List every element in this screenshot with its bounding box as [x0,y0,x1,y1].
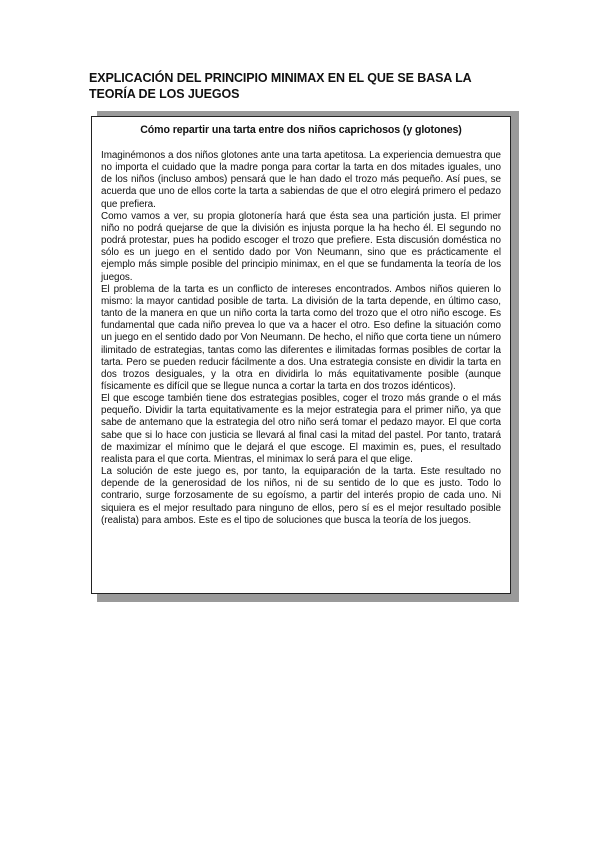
sidebar-box [91,116,511,594]
paragraph: Imaginémonos a dos niños glotones ante una tarta apetitosa. La experiencia demuestra que no importa el cuidado que la madre ponga para cortar la tarta en dos mitades iguales, uno de los niños (incluso ambos) pensará que le han dado el trozo más pequeño. Así pues, se acuerda que uno de ellos corte la tarta a sabiendas de que el otro elegirá primero el pedazo que prefiera. [101,150,501,210]
paragraph: Como vamos a ver, su propia glotonería hará que ésta sea una partición justa. El primer niño no podrá quejarse de que la división es injusta porque la ha hecho él. El segundo no podrá protestar, pues ha podido escoger el trozo que prefiere. Esta discusión doméstica no sólo es un juego en el sentido dado por Von Neumann, sino que es prácticamente el ejemplo más simple posible del principio minimax, en el que se fundamenta la teoría de los juegos. [101,210,501,283]
paragraph: El problema de la tarta es un conflicto de intereses encontrados. Ambos niños quieren lo mismo: la mayor cantidad posible de tarta. La división de la tarta depende, en último caso, tanto de la manera en que un niño corta la tarta como del trozo que el otro niño escoge. Es fundamental que cada niño prevea lo que va a hacer el otro. Eso define la situación como un juego en el sentido dado por Von Neumann. De hecho, el niño que corta tiene un número ilimitado de estrategias, tantas como las diferentes e ilimitadas formas posibles de cortar la tarta. Pero se pueden reducir fácilmente a dos. Una estrategia consiste en dividir la tarta en dos trozos desiguales, y la otra en dividirla lo más equitativamente posible (aunque físicamente es difícil que se llegue nunca a cortar la tarta en dos trozos idénticos). [101,283,501,392]
paragraph: La solución de este juego es, por tanto, la equiparación de la tarta. Este resultado no depende de la generosidad de los niños, ni de su sentido de lo que es justo. Todo lo contrario, surge forzosamente de su egoísmo, a partir del interés propio de cada uno. Ni siquiera es el mejor resultado para ninguno de ellos, pero sí es el mejor resultado posible (realista) para ambos. Este es el tipo de soluciones que busca la teoría de los juegos. [101,466,501,526]
paragraph: El que escoge también tiene dos estrategias posibles, coger el trozo más grande o el más pequeño. Dividir la tarta equitativamente es la mejor estrategia para el primer niño, ya que sabe de antemano que la estrategia del otro niño será tomar el pedazo mayor. El que corta sabe que si lo hace con justicia se llevará al final casi la mitad del pastel. Por tanto, tratará de maximizar el mínimo que le dejará el que escoge. El maximin es, pues, el resultado realista para el que corta. Mientras, el minimax lo será para el que elige. [101,393,501,465]
page-title: EXPLICACIÓN DEL PRINCIPIO MINIMAX EN EL QUE SE BASA LA TEORÍA DE LOS JUEGOS [89,71,472,101]
box-title: Cómo repartir una tarta entre dos niños caprichosos (y glotones) [140,124,462,136]
box-body [101,150,501,527]
